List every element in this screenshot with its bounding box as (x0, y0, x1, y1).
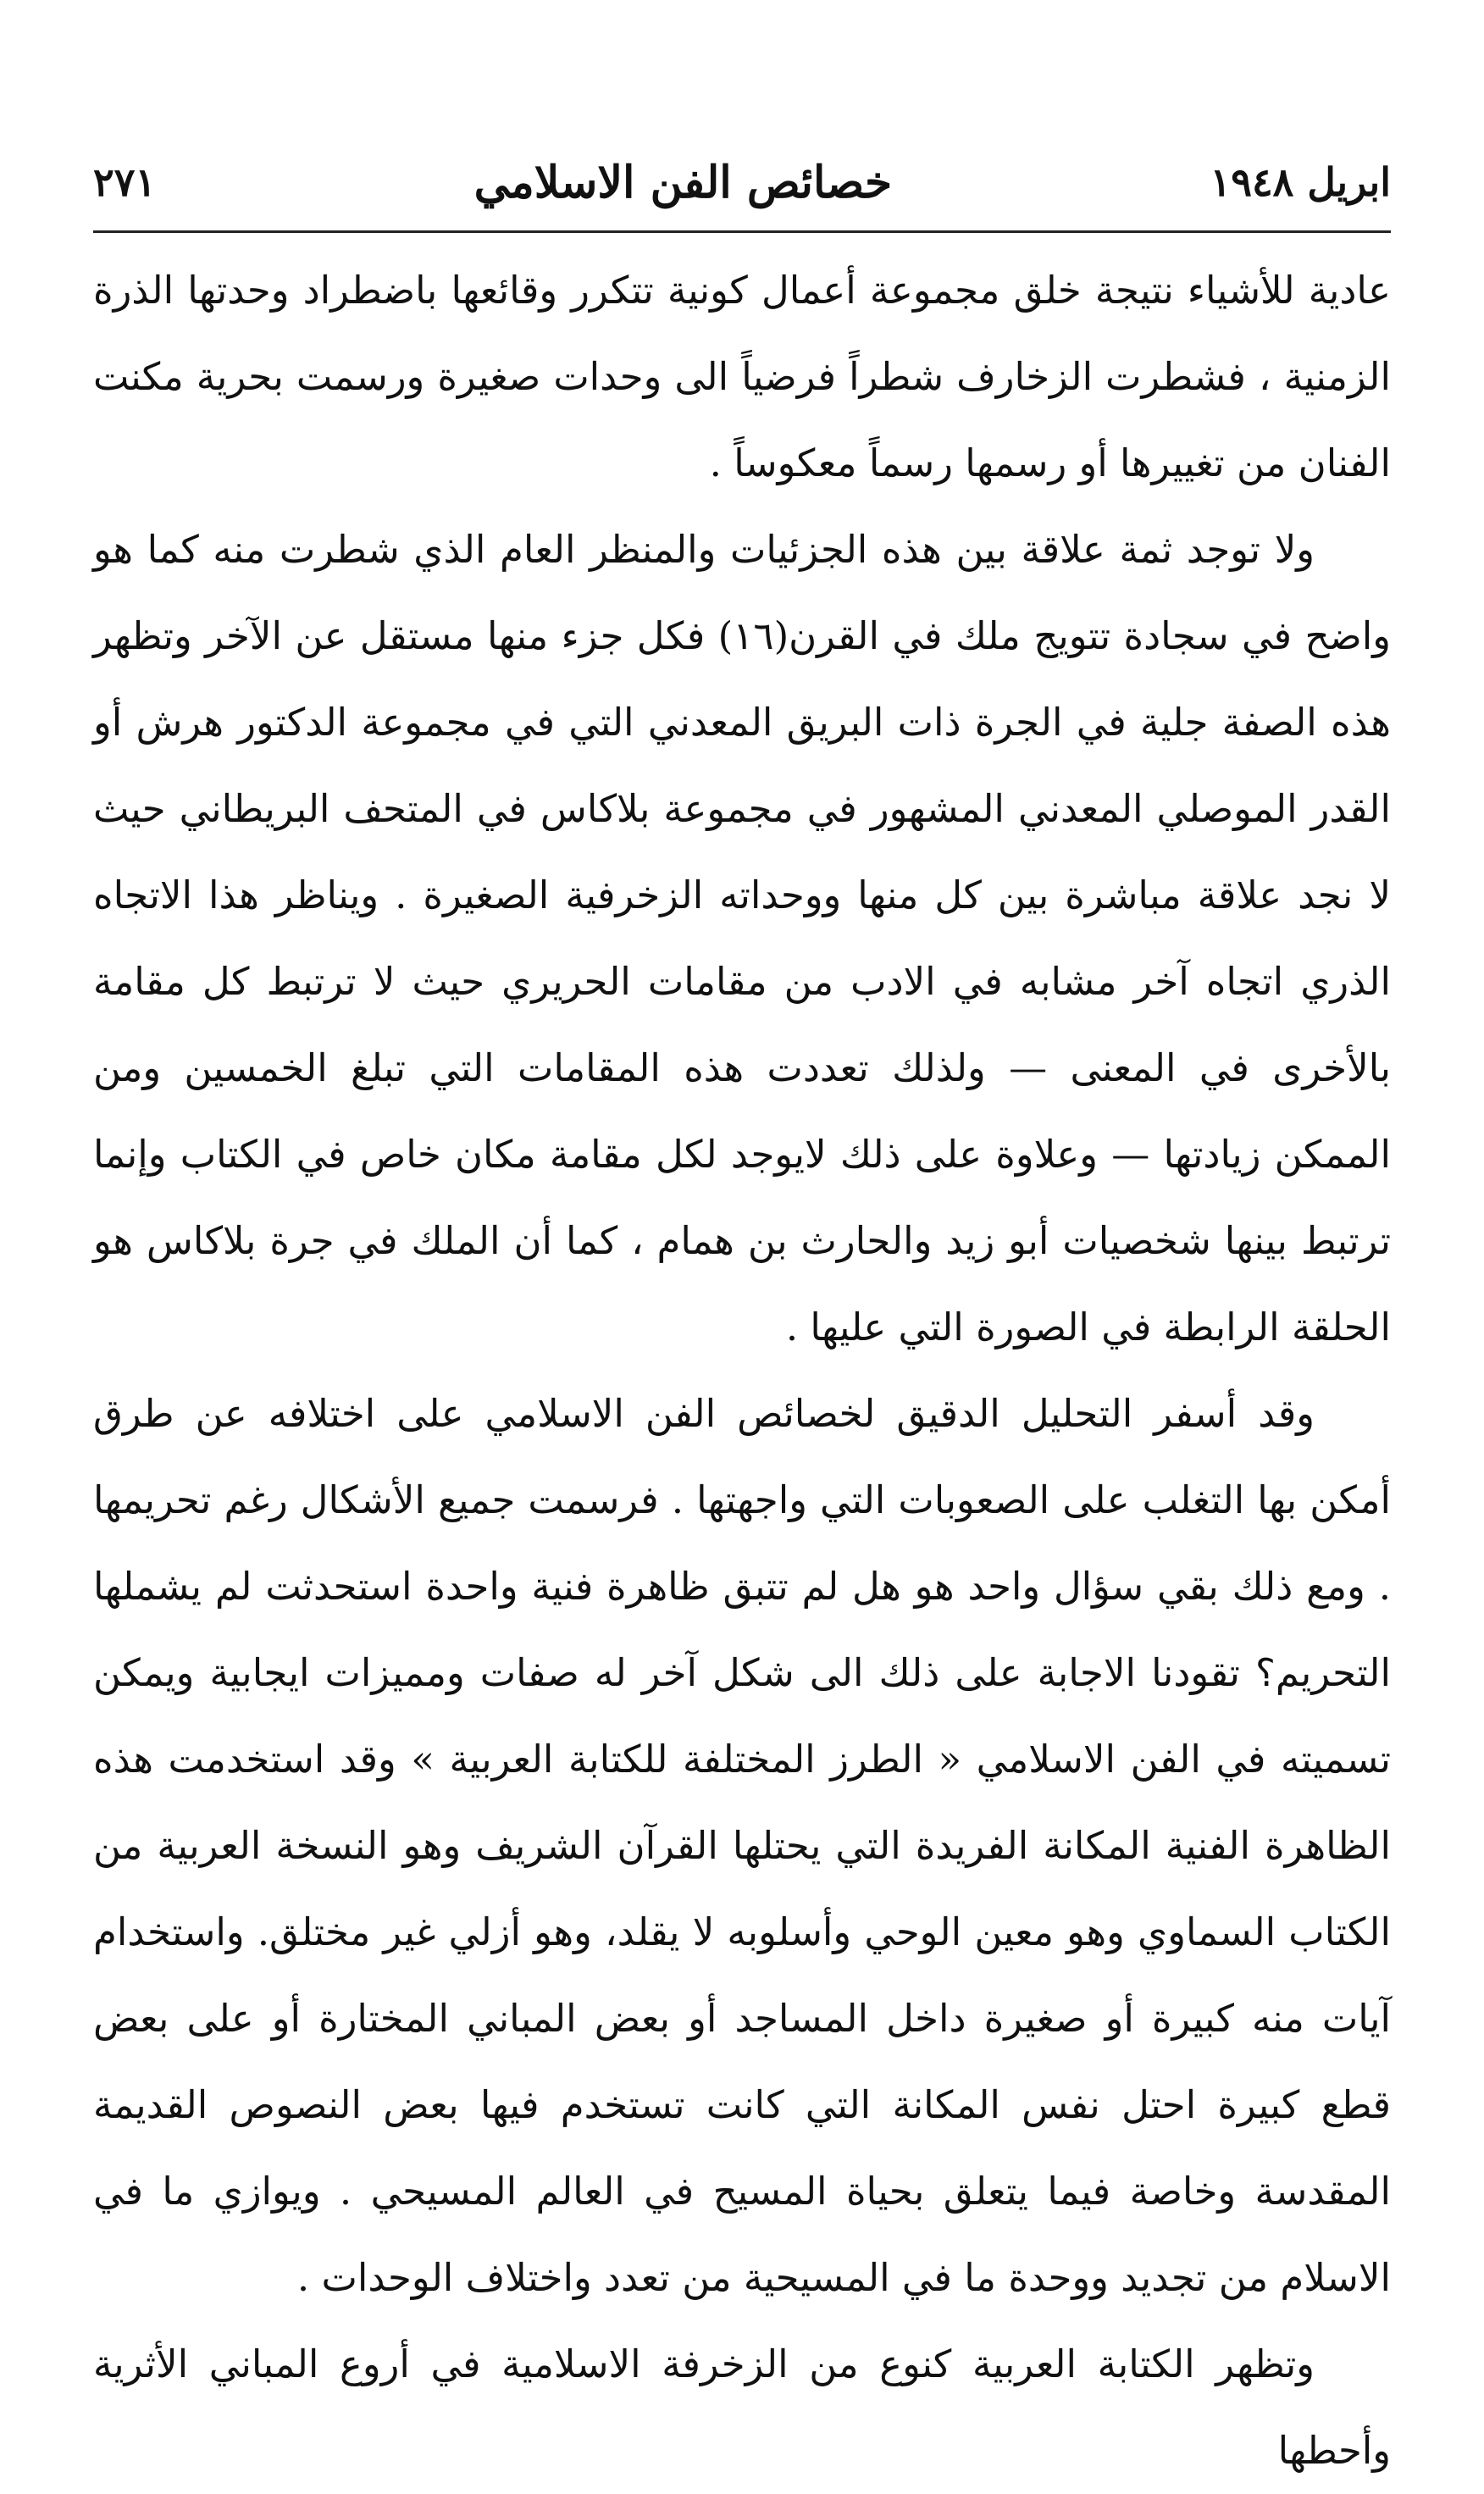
paragraph: وقد أسفر التحليل الدقيق لخصائص الفن الاسلامي على اختلافه عن طرق أمكن بها التغلب على الصعوبات التي واجهتها . فرسمت جميع الأشكال رغم تحريمها . ومع ذلك بقي سؤال واحد هو هل لم تتبق ظاهرة فنية واحدة استحدثت لم يشملها التحريم؟ تقودنا الاجابة على ذلك الى شكل آخر له صفات ومميزات ايجابية ويمكن تسميته في الفن الاسلامي « الطرز المختلفة للكتابة العربية » وقد استخدمت هذه الظاهرة الفنية المكانة الفريدة التي يحتلها القرآن الشريف وهو النسخة العربية من الكتاب السماوي وهو معين الوحي وأسلوبه لا يقلد، وهو أزلي غير مختلق. واستخدام آيات منه كبيرة أو صغيرة داخل المساجد أو بعض المباني المختارة أو على بعض قطع كبيرة احتل نفس المكانة التي كانت تستخدم فيها بعض النصوص القديمة المقدسة وخاصة فيما يتعلق بحياة المسيح في العالم المسيحي . ويوازي ما في الاسلام من تجديد ووحدة ما في المسيحية من تعدد واختلاف الوحدات . (93, 1391, 1391, 2300)
paragraph: ولا توجد ثمة علاقة بين هذه الجزئيات والمنظر العام الذي شطرت منه كما هو واضح في سجادة تتويج ملك في القرن(١٦) فكل جزء منها مستقل عن الآخر وتظهر هذه الصفة جلية في الجرة ذات البريق المعدني التي في مجموعة الدكتور هرش أو القدر الموصلي المعدني المشهور في مجموعة بلاكاس في المتحف البريطاني حيث لا نجد علاقة مباشرة بين كل منها ووحداته الزخرفية الصغيرة . ويناظر هذا الاتجاه الذري اتجاه آخر مشابه في الادب من مقامات الحريري حيث لا ترتبط كل مقامة بالأخرى في المعنى — ولذلك تعددت هذه المقامات التي تبلغ الخمسين ومن الممكن زيادتها — وعلاوة على ذلك لايوجد لكل مقامة مكان خاص في الكتاب وإنما ترتبط بينها شخصيات أبو زيد والحارث بن همام ، كما أن الملك في جرة بلاكاس هو الحلقة الرابطة في الصورة التي عليها . (93, 527, 1391, 1350)
header-rule (93, 230, 1391, 233)
issue-date: ابريل ١٩٤٨ (1210, 159, 1391, 205)
article-body (93, 247, 1391, 2473)
paragraph: وتظهر الكتابة العربية كنوع من الزخرفة الاسلامية في أروع المباني الأثرية وأحطها (93, 2342, 1391, 2473)
page-title: خصائص الفن الاسلامي (473, 156, 893, 208)
page-number: ٢٧١ (93, 159, 157, 205)
paragraph: عادية للأشياء نتيجة خلق مجموعة أعمال كونية تتكرر وقائعها باضطراد وحدتها الذرة الزمنية ، فشطرت الزخارف شطراً فرضياً الى وحدات صغيرة ورسمت بحرية مكنت الفنان من تغييرها أو رسمها رسماً معكوساً . (93, 268, 1391, 485)
running-header (93, 144, 1391, 220)
